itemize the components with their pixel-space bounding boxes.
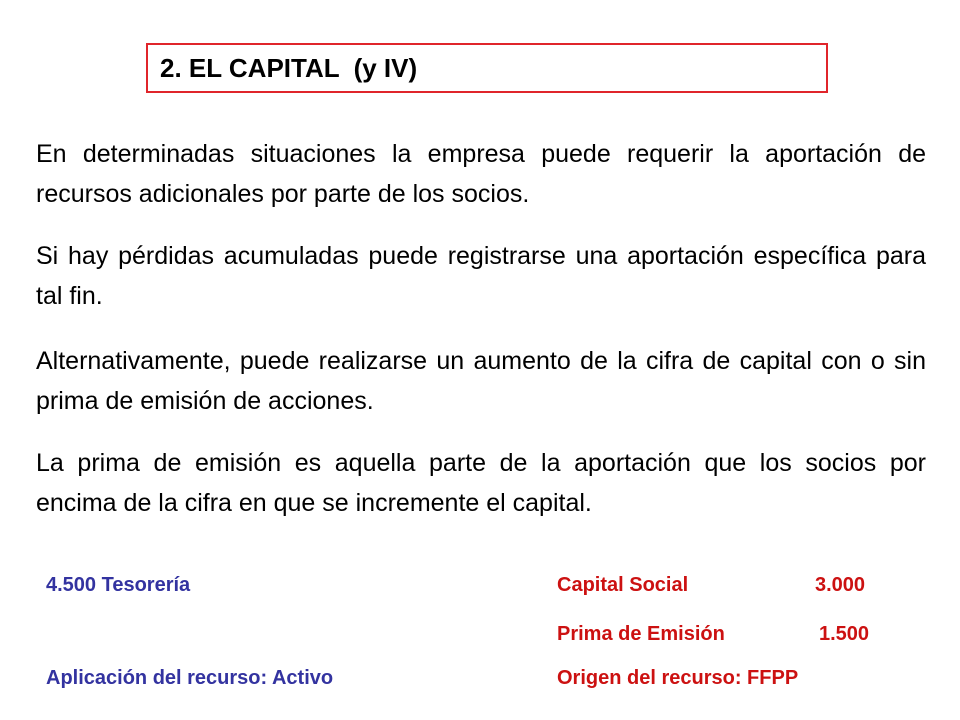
title-box [146, 43, 828, 93]
paragraph-3: Alternativamente, puede realizarse un aumento de la cifra de capital con o sin prima de emisión de acciones. [36, 347, 926, 415]
credit-entry-capital-label: Capital Social [557, 574, 689, 596]
paragraph-2: Si hay pérdidas acumuladas puede registrarse una aportación específica para tal fin. [36, 242, 926, 310]
credit-entry-premium-value: 1.500 [819, 623, 870, 645]
credit-entry-premium-label: Prima de Emisión [557, 623, 725, 645]
credit-note-origen: Origen del recurso: FFPP [557, 667, 799, 689]
debit-note-aplicacion: Aplicación del recurso: Activo [46, 667, 334, 689]
page-title: 2. EL CAPITAL (y IV) [160, 53, 418, 83]
paragraph-1: En determinadas situaciones la empresa puede requerir la aportación de recursos adicionales por parte de los socios. [36, 140, 926, 208]
paragraph-4: La prima de emisión es aquella parte de la aportación que los socios por encima de la cifra en que se incremente el capital. [36, 449, 926, 517]
credit-entry-capital-value: 3.000 [815, 574, 866, 596]
debit-entry-tesoreria: 4.500 Tesorería [46, 574, 191, 596]
